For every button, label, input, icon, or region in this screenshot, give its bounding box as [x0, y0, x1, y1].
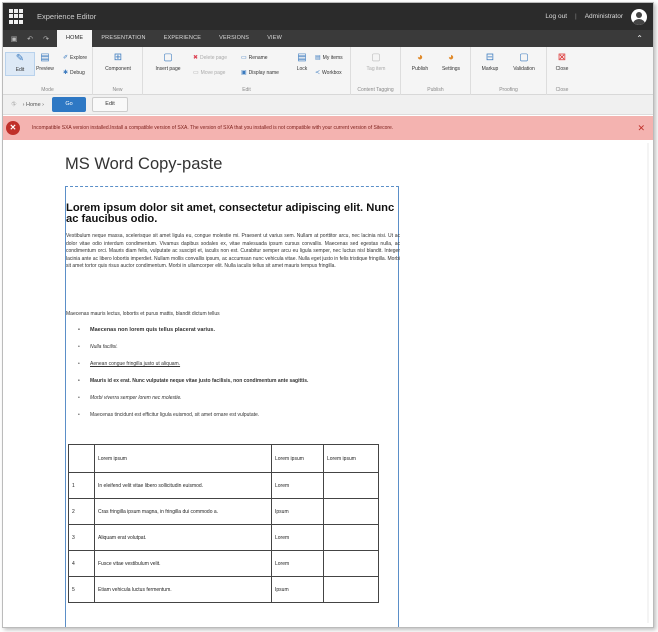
error-text: Incompatible SXA version installed.Install a compatible version of SXA. The version of SXA that you installed is not compatible with your current version of Sitecore. — [32, 125, 394, 131]
content-paragraph: Vestibulum neque massa, scelerisque sit amet ligula eu, congue molestie mi. Praesent ut varius sem. Nullam at porttitor arcu, nec lacinia nisi. Ut ac dolor vitae odio interdum condimentum. Vivamus dapibus sodales ex, vitae malesuada ipsum cursus convallis. Maecenas sed egestas nulla, ac condimentum orci. Mauris diam felis, vulputate ac suscipit et, iaculis non est. Curabitur semper arcu eu ligula semper, nec luctus nisl blandit. Integer lacinia ante ac libero lobortis imperdiet. Nullam mollis convallis ipsum, ac accumsan nunc vehicula vitae. Nulla eget justo in felis tristique fringilla. Morbi sit amet tortor quis risus auctor condimentum. Morbi in ullamcorper elit. Nulla iaculis tellus sit amet mauris tempus fringilla. — [66, 233, 400, 270]
content-heading: Lorem ipsum dolor sit amet, consectetur adipiscing elit. Nunc ac faucibus odio. — [66, 202, 395, 225]
quick-access — [9, 35, 51, 43]
publish-icon: ◕ — [416, 52, 424, 63]
tab-versions[interactable]: VERSIONS — [219, 35, 250, 41]
rename-button[interactable]: ▭ Rename — [241, 54, 268, 61]
close-button[interactable]: ⊠ Close — [555, 52, 569, 72]
insert-page-button[interactable]: ▢ Insert page — [155, 52, 181, 72]
component-button[interactable]: ⊞ Component — [105, 52, 131, 72]
display-name-button[interactable]: ▣ Display name — [241, 69, 279, 76]
list-item: • Morbi viverra semper lorem nec molestie. — [78, 395, 398, 412]
bullet-list — [78, 327, 398, 429]
tab-view[interactable]: VIEW — [267, 35, 283, 41]
table-cell: Fusce vitae vestibulum velit. — [95, 551, 272, 577]
edit-button[interactable]: Edit — [92, 97, 128, 112]
table-cell: 3 — [69, 525, 95, 551]
tab-home[interactable]: HOME — [57, 30, 92, 47]
delete-page-button[interactable]: ✖ Delete page — [193, 54, 227, 61]
table-cell: Cras fringilla ipsum magna, in fringilla dui commodo a. — [95, 499, 272, 525]
table-cell — [324, 551, 379, 577]
table-cell: Aliquam erat volutpat. — [95, 525, 272, 551]
preview-button[interactable]: ▤ Preview — [36, 52, 54, 72]
group-name: Edit — [242, 87, 251, 93]
undo-icon[interactable]: ↶ — [27, 35, 33, 43]
move-icon: ▭ — [193, 70, 199, 76]
edit-mode-button[interactable]: ✎ Edit — [5, 52, 35, 76]
group-name: Content Tagging — [357, 87, 394, 93]
bug-icon: ✱ — [63, 70, 69, 76]
table-cell: Lorem — [272, 551, 324, 577]
table-cell: Lorem ipsum — [324, 445, 379, 473]
table-cell: Lorem — [272, 473, 324, 499]
table-cell — [324, 499, 379, 525]
redo-icon[interactable]: ↷ — [43, 35, 49, 43]
group-mode — [3, 47, 93, 95]
group-name: Publish — [427, 87, 444, 93]
page-title[interactable]: MS Word Copy-paste — [65, 155, 223, 173]
close-icon: ⊠ — [557, 52, 567, 63]
table-header-row — [69, 445, 379, 473]
page-icon: ▤ — [40, 52, 50, 63]
list-item: • Maecenas tincidunt est efficitur ligula euismod, sit amet ornare est vulputate. — [78, 412, 398, 429]
scrollbar[interactable] — [647, 143, 649, 623]
table-cell: Etiam vehicula luctus fermentum. — [95, 577, 272, 603]
experience-editor-window — [2, 2, 654, 628]
table-cell — [324, 525, 379, 551]
error-notification — [3, 116, 653, 140]
table-cell: 4 — [69, 551, 95, 577]
explore-button[interactable]: ✐ Explore — [63, 54, 87, 61]
list-item: • Aenean congue fringilla justo ut aliquam. — [78, 361, 398, 378]
share-icon: ≺ — [315, 70, 321, 76]
group-name: New — [112, 87, 123, 93]
list-item: • Nulla facilisi. — [78, 344, 398, 361]
rename-icon: ▭ — [241, 55, 247, 61]
table-cell — [324, 473, 379, 499]
list-item: • Mauris id ex erat. Nunc vulputate neque vitae justo facilisis, non condimentum ante sagittis. — [78, 378, 398, 395]
group-name: Mode — [41, 87, 54, 93]
group-new — [93, 47, 143, 95]
table-row — [69, 499, 379, 525]
ribbon — [3, 47, 653, 95]
table-cell: In eleifend velit vitae libero sollicitudin euismod. — [95, 473, 272, 499]
validation-icon: ▢ — [519, 52, 529, 63]
logout-link[interactable]: Log out — [545, 13, 567, 20]
table-row — [69, 577, 379, 603]
debug-button[interactable]: ✱ Debug — [63, 69, 85, 76]
page-icon: ▢ — [163, 52, 173, 63]
user-area — [545, 9, 647, 25]
my-items-button[interactable]: ▤ My items — [315, 54, 343, 61]
rich-text-field[interactable] — [65, 186, 399, 628]
group-edit — [143, 47, 351, 95]
display-name-icon: ▣ — [241, 70, 247, 76]
separator: | — [575, 13, 577, 20]
go-button[interactable]: Go — [52, 97, 86, 112]
lock-button[interactable]: ▤ Lock — [296, 52, 308, 72]
table-cell: Lorem ipsum — [95, 445, 272, 473]
table-row — [69, 525, 379, 551]
table-cell — [324, 577, 379, 603]
tag-item-button[interactable]: ▢ Tag item — [366, 52, 386, 72]
tab-presentation[interactable]: PRESENTATION — [101, 35, 146, 41]
ribbon-tabs — [3, 30, 653, 47]
markup-button[interactable]: ⊟ Markup — [481, 52, 499, 72]
table-cell: Lorem ipsum — [272, 445, 324, 473]
breadcrumb[interactable]: › Home › — [22, 101, 45, 108]
table-row — [69, 473, 379, 499]
markup-icon: ⊟ — [485, 52, 495, 63]
collapse-ribbon-icon[interactable]: ⌃ — [636, 34, 643, 43]
settings-button[interactable]: ◕ Settings — [441, 52, 461, 72]
table-cell: 5 — [69, 577, 95, 603]
validation-button[interactable]: ▢ Validation — [513, 52, 535, 72]
group-publish — [401, 47, 471, 95]
table-cell: Ipsum — [272, 499, 324, 525]
close-notification-icon[interactable]: ✕ — [637, 122, 645, 133]
tag-icon: ▢ — [371, 52, 381, 63]
move-page-button[interactable]: ▭ Move page — [193, 69, 226, 76]
settings-icon: ◕ — [447, 52, 455, 63]
table-cell: 1 — [69, 473, 95, 499]
lock-icon: ▤ — [297, 52, 307, 63]
error-icon: ✕ — [6, 121, 20, 135]
component-icon: ⊞ — [113, 52, 123, 63]
pencil-icon: ✎ — [15, 53, 25, 64]
group-name: Close — [555, 87, 569, 93]
avatar[interactable] — [631, 9, 647, 25]
group-close — [547, 47, 577, 95]
tree-icon[interactable]: ⛗ — [11, 100, 17, 108]
tab-experience[interactable]: EXPERIENCE — [163, 35, 202, 41]
launchpad-icon[interactable] — [9, 9, 25, 25]
table-cell: Ipsum — [272, 577, 324, 603]
content-paragraph-2: Maecenas mauris lectus, lobortis et purus mattis, blandit dictum tellus — [66, 311, 220, 317]
user-name[interactable]: Administrator — [584, 13, 623, 20]
navigation-bar — [3, 95, 653, 115]
table-cell — [69, 445, 95, 473]
table-cell: 2 — [69, 499, 95, 525]
group-content-tagging — [351, 47, 401, 95]
content-table — [68, 444, 379, 603]
table-cell: Lorem — [272, 525, 324, 551]
list-item: • Maecenas non lorem quis tellus placerat varius. — [78, 327, 398, 344]
top-bar — [3, 3, 653, 30]
app-title: Experience Editor — [37, 12, 97, 21]
workbox-button[interactable]: ≺ Workbox — [315, 69, 342, 76]
delete-icon: ✖ — [193, 55, 199, 61]
save-icon[interactable]: ▣ — [10, 35, 18, 43]
group-name: Proofing — [499, 87, 518, 93]
table-row — [69, 551, 379, 577]
explore-icon: ✐ — [63, 55, 69, 61]
publish-button[interactable]: ◕ Publish — [411, 52, 429, 72]
list-icon: ▤ — [315, 55, 321, 61]
group-proofing — [471, 47, 547, 95]
